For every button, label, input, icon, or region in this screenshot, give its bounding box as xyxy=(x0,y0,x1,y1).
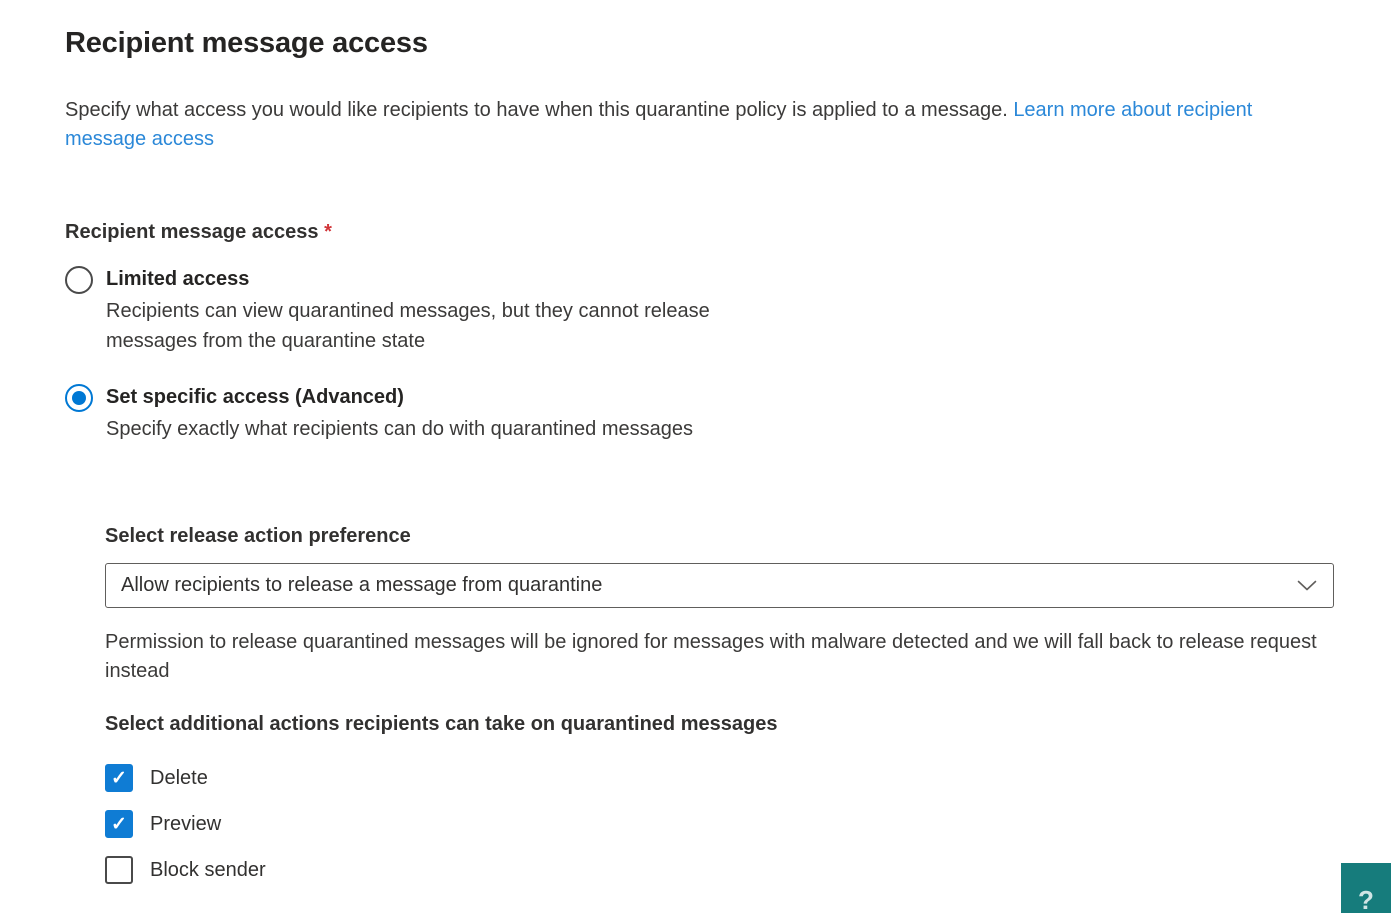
help-icon: ? xyxy=(1358,885,1374,915)
radio-option-limited-access[interactable] xyxy=(65,265,1332,356)
page-title: Recipient message access xyxy=(65,27,428,59)
page-description xyxy=(65,96,1332,154)
radio-option-description: Recipients can view quarantined messages, but they cannot release messages from the quarantine state xyxy=(106,300,710,352)
additional-actions-label: Select additional actions recipients can take on quarantined messages xyxy=(105,713,778,735)
checkmark-icon: ✓ xyxy=(111,767,127,789)
checkbox-label: Block sender xyxy=(150,858,266,881)
release-preference-label: Select release action preference xyxy=(105,525,411,547)
radio-group-label-text: Recipient message access xyxy=(65,221,319,243)
chevron-down-icon xyxy=(1297,580,1317,592)
release-preference-dropdown[interactable] xyxy=(105,563,1334,608)
learn-more-link[interactable]: Learn more about recipient message access xyxy=(65,99,1253,150)
checkbox-label: Delete xyxy=(150,766,208,789)
radio-option-label[interactable]: Limited access xyxy=(106,268,250,290)
release-preference-note: Permission to release quarantined messages will be ignored for messages with malware detected and we will fall back to release request instead xyxy=(105,631,1317,682)
checkbox-label: Preview xyxy=(150,812,222,835)
page-description-text: Specify what access you would like recipients to have when this quarantine policy is applied to a message. xyxy=(65,99,1008,121)
radio-dot xyxy=(72,391,86,405)
radio-option-text xyxy=(106,265,761,356)
radio-unselected-icon[interactable] xyxy=(65,266,93,294)
checkmark-icon: ✓ xyxy=(111,813,127,835)
help-button[interactable] xyxy=(1341,863,1391,913)
checkbox-row-preview[interactable] xyxy=(105,810,221,838)
checkbox-row-delete[interactable] xyxy=(105,764,208,792)
checkbox-checked-icon[interactable] xyxy=(105,764,133,792)
checkbox-row-block-sender[interactable] xyxy=(105,856,266,884)
radio-option-description: Specify exactly what recipients can do with quarantined messages xyxy=(106,418,693,440)
dropdown-selected-value: Allow recipients to release a message from quarantine xyxy=(121,574,603,596)
checkbox-checked-icon[interactable] xyxy=(105,810,133,838)
advanced-settings-section xyxy=(105,522,1332,884)
radio-option-set-specific-access[interactable] xyxy=(65,383,1332,444)
radio-option-label[interactable]: Set specific access (Advanced) xyxy=(106,386,404,408)
required-asterisk: * xyxy=(324,221,332,243)
radio-option-text xyxy=(106,383,693,444)
radio-group-label xyxy=(65,221,1332,244)
radio-selected-icon[interactable] xyxy=(65,384,93,412)
checkbox-unchecked-icon[interactable] xyxy=(105,856,133,884)
